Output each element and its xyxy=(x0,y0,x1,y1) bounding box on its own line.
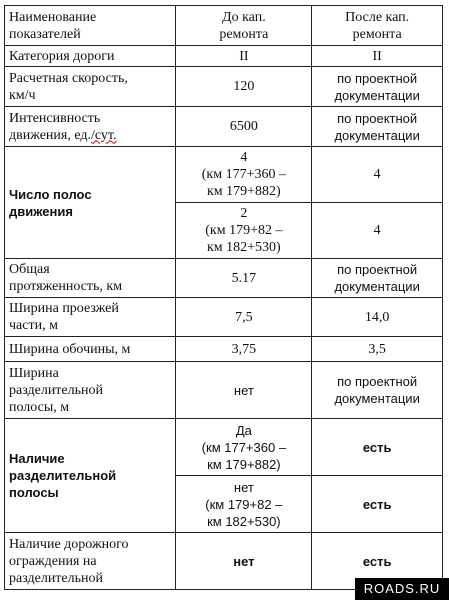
row-label-shoulder-width: Ширина обочины, м xyxy=(5,337,176,362)
header-parameter-name: Наименование показателей xyxy=(5,6,176,46)
cell-before: нет (км 179+82 – км 182+530) xyxy=(176,476,312,533)
cell-before: Да (км 177+360 – км 179+882) xyxy=(176,419,312,476)
cell-after: есть xyxy=(312,476,443,533)
header-before-repair: До кап. ремонта xyxy=(176,6,312,46)
cell-after: по проектной документации xyxy=(312,67,443,107)
row-label-traffic-intensity xyxy=(5,107,176,147)
row-label-median-presence: Наличие разделительной полосы xyxy=(5,419,176,533)
row-label-median-width: Ширина разделительной полосы, м xyxy=(5,362,176,419)
table-row xyxy=(5,362,443,419)
cell-after: по проектной документации xyxy=(312,259,443,298)
intensity-label-unit: /сут. xyxy=(91,127,117,143)
cell-before: 120 xyxy=(176,67,312,107)
cell-after: 4 xyxy=(312,147,443,203)
cell-after: II xyxy=(312,46,443,67)
cell-before: 3,75 xyxy=(176,337,312,362)
cell-before: 4 (км 177+360 – км 179+882) xyxy=(176,147,312,203)
cell-before: 6500 xyxy=(176,107,312,147)
road-parameters-table xyxy=(4,5,443,590)
table-row xyxy=(5,67,443,107)
row-label-lane-count: Число полос движения xyxy=(5,147,176,259)
row-label-total-length: Общая протяженность, км xyxy=(5,259,176,298)
intensity-label-main: Интенсивность движения, ед. xyxy=(9,110,101,143)
roads-ru-watermark: ROADS.RU xyxy=(355,578,449,600)
table-row xyxy=(5,259,443,298)
cell-before: нет xyxy=(176,362,312,419)
cell-after: 4 xyxy=(312,203,443,259)
table-header-row xyxy=(5,6,443,46)
row-label-design-speed: Расчетная скорость, км/ч xyxy=(5,67,176,107)
table-row xyxy=(5,337,443,362)
row-label-road-barrier: Наличие дорожного ограждения на разделительной xyxy=(5,533,176,590)
cell-before: 2 (км 179+82 – км 182+530) xyxy=(176,203,312,259)
table-row xyxy=(5,147,443,203)
row-label-road-category: Категория дороги xyxy=(5,46,176,67)
cell-before: II xyxy=(176,46,312,67)
cell-before: 5.17 xyxy=(176,259,312,298)
table-row xyxy=(5,298,443,337)
cell-before: нет xyxy=(176,533,312,590)
cell-after: 14,0 xyxy=(312,298,443,337)
cell-before: 7,5 xyxy=(176,298,312,337)
cell-after: есть xyxy=(312,533,443,590)
cell-after: есть xyxy=(312,419,443,476)
cell-after: по проектной документации xyxy=(312,362,443,419)
header-after-repair: После кап. ремонта xyxy=(312,6,443,46)
row-label-carriageway-width: Ширина проезжей части, м xyxy=(5,298,176,337)
table-row xyxy=(5,46,443,67)
table-row xyxy=(5,419,443,476)
table-row xyxy=(5,107,443,147)
cell-after: по проектной документации xyxy=(312,107,443,147)
cell-after: 3,5 xyxy=(312,337,443,362)
